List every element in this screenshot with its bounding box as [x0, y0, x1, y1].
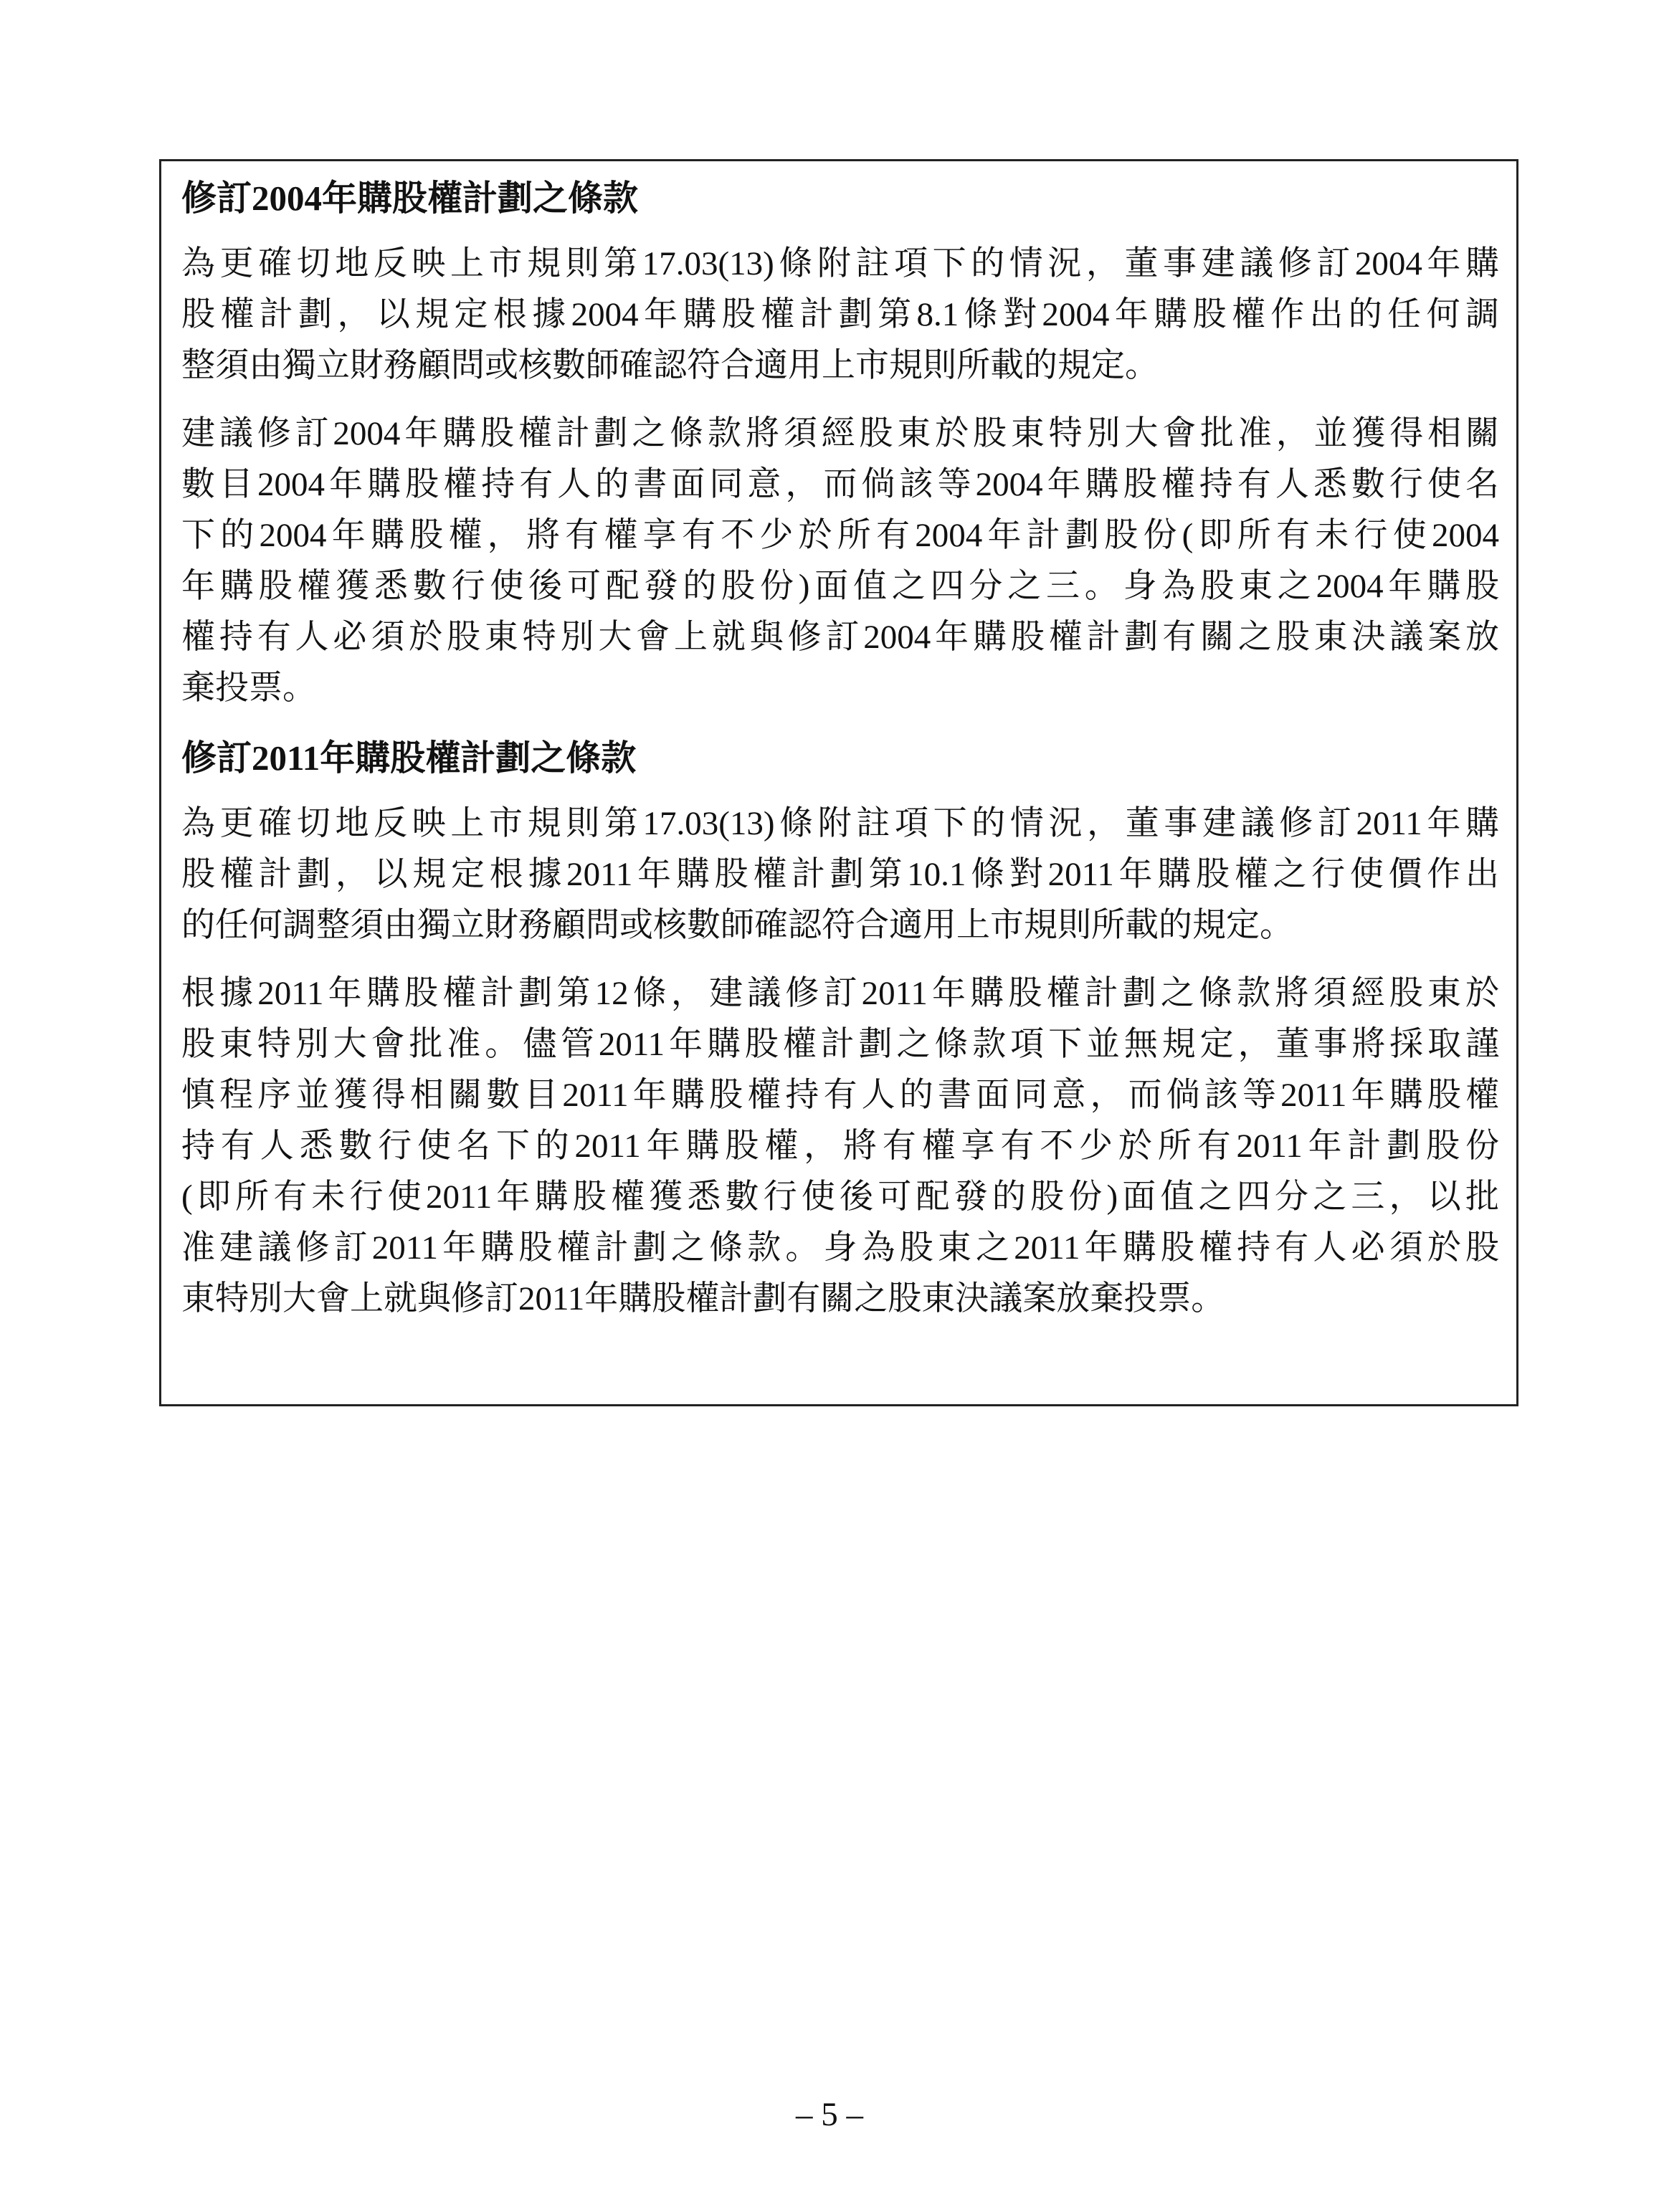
paragraph-2011-approval: [181, 968, 1499, 1325]
text-line: 持有人悉數行使名下的2011年購股權，將有權享有不少於所有2011年計劃股份: [181, 1128, 1499, 1165]
text-line: 東特別大會上就與修訂2011年購股權計劃有關之股東決議案放棄投票。: [181, 1280, 1225, 1317]
text-line: 慎程序並獲得相關數目2011年購股權持有人的書面同意，而倘該等2011年購股權: [181, 1077, 1499, 1114]
text-line: 下的2004年購股權，將有權享有不少於所有2004年計劃股份(即所有未行使2004: [181, 517, 1499, 554]
text-line: 年購股權獲悉數行使後可配發的股份)面值之四分之三。身為股東之2004年購股: [181, 568, 1499, 605]
text-line: 整須由獨立財務顧問或核數師確認符合適用上市規則所載的規定。: [181, 347, 1159, 384]
paragraph-2011-adjustment: [181, 798, 1499, 951]
text-line: 的任何調整須由獨立財務顧問或核數師確認符合適用上市規則所載的規定。: [181, 907, 1293, 944]
text-line: 為更確切地反映上市規則第17.03(13)條附註項下的情況，董事建議修訂2004年購: [181, 245, 1499, 282]
text-line: (即所有未行使2011年購股權獲悉數行使後可配發的股份)面值之四分之三，以批: [181, 1178, 1499, 1216]
text-line: 棄投票。: [181, 669, 316, 707]
paragraph-2004-approval: [181, 409, 1499, 714]
text-line: 數目2004年購股權持有人的書面同意，而倘該等2004年購股權持有人悉數行使名: [181, 466, 1499, 503]
text-line: 權持有人必須於股東特別大會上就與修訂2004年購股權計劃有關之股東決議案放: [181, 619, 1499, 656]
text-line: 准建議修訂2011年購股權計劃之條款。身為股東之2011年購股權持有人必須於股: [181, 1229, 1499, 1267]
page-number: – 5 –: [796, 2096, 863, 2133]
notice-box: [159, 159, 1518, 1406]
text-line: 股權計劃，以規定根據2011年購股權計劃第10.1條對2011年購股權之行使價作出: [181, 856, 1499, 893]
text-line: 建議修訂2004年購股權計劃之條款將須經股東於股東特別大會批准，並獲得相關: [181, 415, 1499, 452]
paragraph-2004-adjustment: [181, 239, 1499, 391]
section-heading-2011: 修訂2011年購股權計劃之條款: [181, 738, 637, 778]
section-heading-2004: 修訂2004年購股權計劃之條款: [181, 178, 639, 218]
text-line: 為更確切地反映上市規則第17.03(13)條附註項下的情況，董事建議修訂2011年購: [181, 805, 1499, 842]
text-line: 根據2011年購股權計劃第12條，建議修訂2011年購股權計劃之條款將須經股東於: [181, 975, 1499, 1012]
text-line: 股東特別大會批准。儘管2011年購股權計劃之條款項下並無規定，董事將採取謹: [181, 1026, 1499, 1063]
text-line: 股權計劃，以規定根據2004年購股權計劃第8.1條對2004年購股權作出的任何調: [181, 296, 1499, 333]
